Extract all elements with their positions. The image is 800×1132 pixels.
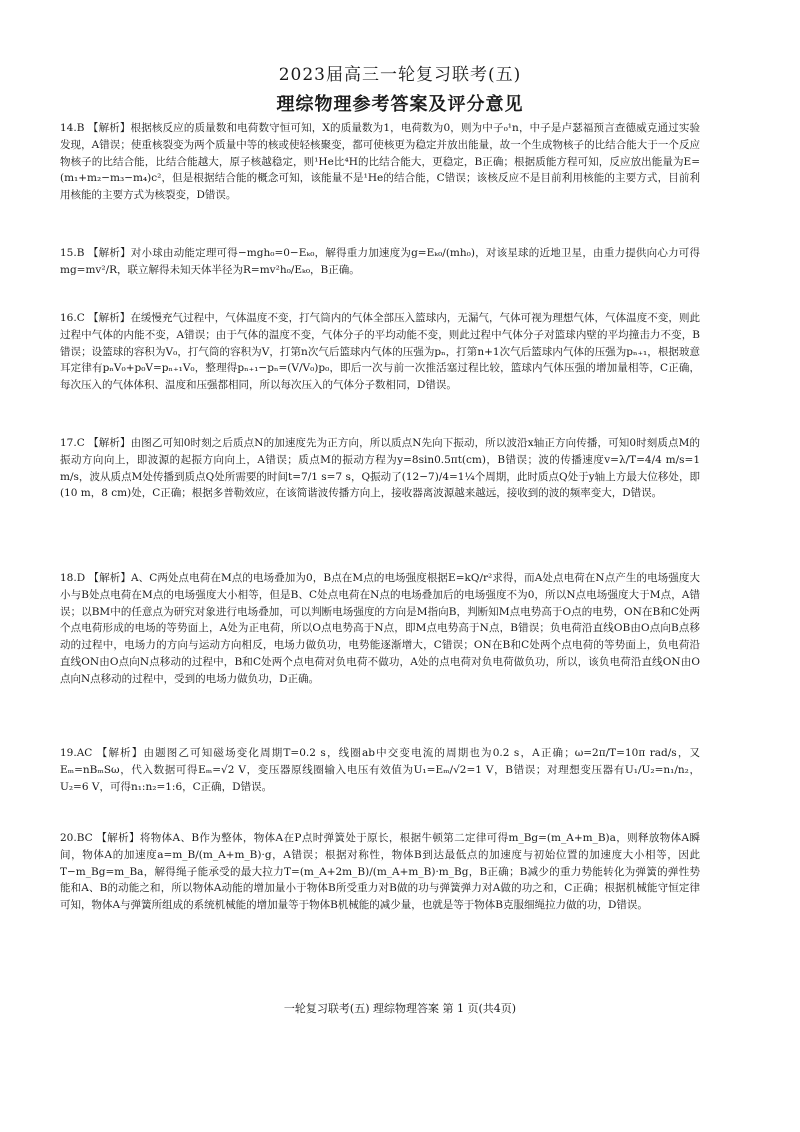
answer-20 xyxy=(60,830,700,914)
answer-15-text: 15.B 【解析】对小球由动能定理可得−mgh₀=0−Eₖ₀，解得重力加速度为g=Eₖ₀/(mh₀)，对该星球的近地卫星，由重力提供向心力可得mg=mv²/R，联立解得未知天体半径为R=mv²h₀/Eₖ₀，B正确。 xyxy=(60,247,700,276)
page-footer: 一轮复习联考(五) 理综物理答案 第 1 页(共4页) xyxy=(283,1002,517,1015)
answer-16 xyxy=(60,310,700,394)
answer-key-title: 理综物理参考答案及评分意见 xyxy=(276,94,524,115)
answer-19-text: 19.AC 【解析】由题图乙可知磁场变化周期T=0.2 s，线圈ab中交变电流的周期也为0.2 s，A正确；ω=2π/T=10π rad/s，又Eₘ=nBₘSω，代入数据可得Eₘ=√2 V，变压器原线圈输入电压有效值为U₁=Eₘ/√2=1 V，B错误；对理想变压器有U₁/U₂=n₁/n₂，U₂=6 V，可得n₁:n₂=1:6，C正确，D错误。 xyxy=(60,747,700,793)
answer-18 xyxy=(60,570,700,688)
answer-17 xyxy=(60,435,700,502)
answer-18-text: 18.D 【解析】A、C两处点电荷在M点的电场叠加为0，B点在M点的电场强度根据E=kQ/r²求得，而A处点电荷在N点产生的电场强度大小与B处点电荷在M点的电场强度大小相等，但是B、C处点电荷在N点的电场叠加后的电场强度不为0，所以N点电场强度大于M点，A错误；以BM中的任意点为研究对象进行电场叠加，可以判断电场强度的方向是M指向B，判断知M点电势高于O点的电势，ON在B和C处两个点电荷形成的电场的等势面上，A处为正电荷，所以O点电势高于N点，即M点电势高于N点，B错误；负电荷沿直线OB由O点向B点移动的过程中，电场力的方向与运动方向相反，电场力做负功，电势能逐渐增大，C错误；ON在B和C处两个点电荷的等势面上，负电荷沿直线ON由O点向N点移动的过程中，B和C处两个点电荷对负电荷不做功，A处的点电荷对负电荷做负功，所以，该负电荷沿直线ON由O点向N点移动的过程中，受到的电场力做负功，D正确。 xyxy=(60,572,700,685)
answer-14 xyxy=(60,120,700,204)
answer-20-text: 20.BC 【解析】将物体A、B作为整体，物体A在P点时弹簧处于原长，根据牛顿第二定律可得m_Bg=(m_A+m_B)a，则释放物体A瞬间，物体A的加速度a=m_B/(m_A+m_B)·g，A错误；根据对称性，物体B到达最低点的加速度与初始位置的加速度大小相等，因此T−m_Bg=m_Ba，解得绳子能承受的最大拉力T=(m_A+2m_B)/(m_A+m_B)·m_Bg，B正确；B减少的重力势能转化为弹簧的弹性势能和A、B的动能之和，所以物体A动能的增加量小于物体B所受重力对B做的功与弹簧弹力对A做的功之和，C正确；根据机械能守恒定律可知，物体A与弹簧所组成的系统机械能的增加量等于物体B机械能的减少量，也就是等于物体B克服细绳拉力做的功，D错误。 xyxy=(60,832,700,912)
answer-14-text: 14.B 【解析】根据核反应的质量数和电荷数守恒可知，X的质量数为1，电荷数为0，则为中子₀¹n，中子是卢瑟福预言查德威克通过实验发现，A错误；使重核裂变为两个质量中等的核或使轻核聚变，都可使核更为稳定并放出能量，故一个生成物核子的比结合能大于一个反应物核子的比结合能，比结合能越大，原子核越稳定，则¹He比⁴H的比结合能大，更稳定，B正确；根据质能方程可知，反应放出能量为E=(m₁+m₂−m₃−m₄)c²，但是根据结合能的概念可知，该能量不是¹He的结合能，C错误；该核反应不是目前利用核能的主要方式，目前利用核能的主要方式为核裂变，D错误。 xyxy=(60,122,700,202)
answer-19 xyxy=(60,745,700,795)
answer-15 xyxy=(60,245,700,279)
answer-17-text: 17.C 【解析】由图乙可知0时刻之后质点N的加速度先为正方向，所以质点N先向下振动，所以波沿x轴正方向传播，可知0时刻质点M的振动方向向上，即波源的起振方向向上，A错误；质点M的振动方程为y=8sin0.5πt(cm)，B错误；波的传播速度v=λ/T=4/4 m/s=1 m/s，波从质点M处传播到质点Q处所需要的时间t=7/1 s=7 s，Q振动了(12−7)/4=1¼个周期，此时质点Q处于y轴上方最大位移处，即(10 m，8 cm)处，C正确；根据多普勒效应，在该简谐波传播方向上，接收器离波源越来越远，接收到的波的频率变大，D错误。 xyxy=(60,437,700,500)
answer-16-text: 16.C 【解析】在缓慢充气过程中，气体温度不变，打气筒内的气体全部压入篮球内，无漏气，气体可视为理想气体，气体温度不变，则此过程中气体的内能不变，A错误；由于气体的温度不变，气体分子的平均动能不变，则此过程中气体分子对篮球内壁的平均撞击力不变，B错误；设篮球的容积为V₀，打气筒的容积为V，打第n次气后篮球内气体的压强为pₙ，打第n+1次气后篮球内气体的压强为pₙ₊₁，根据玻意耳定律有pₙV₀+p₀V=pₙ₊₁V₀，整理得pₙ₊₁−pₙ=(V/V₀)p₀，即后一次与前一次推活塞过程比较，篮球内气体压强的增加量相等，C正确，每次压入的气体体积、温度和压强都相同，所以每次压入的气体分子数相同，D错误。 xyxy=(60,312,700,392)
exam-title: 2023届高三一轮复习联考(五) xyxy=(278,65,522,85)
